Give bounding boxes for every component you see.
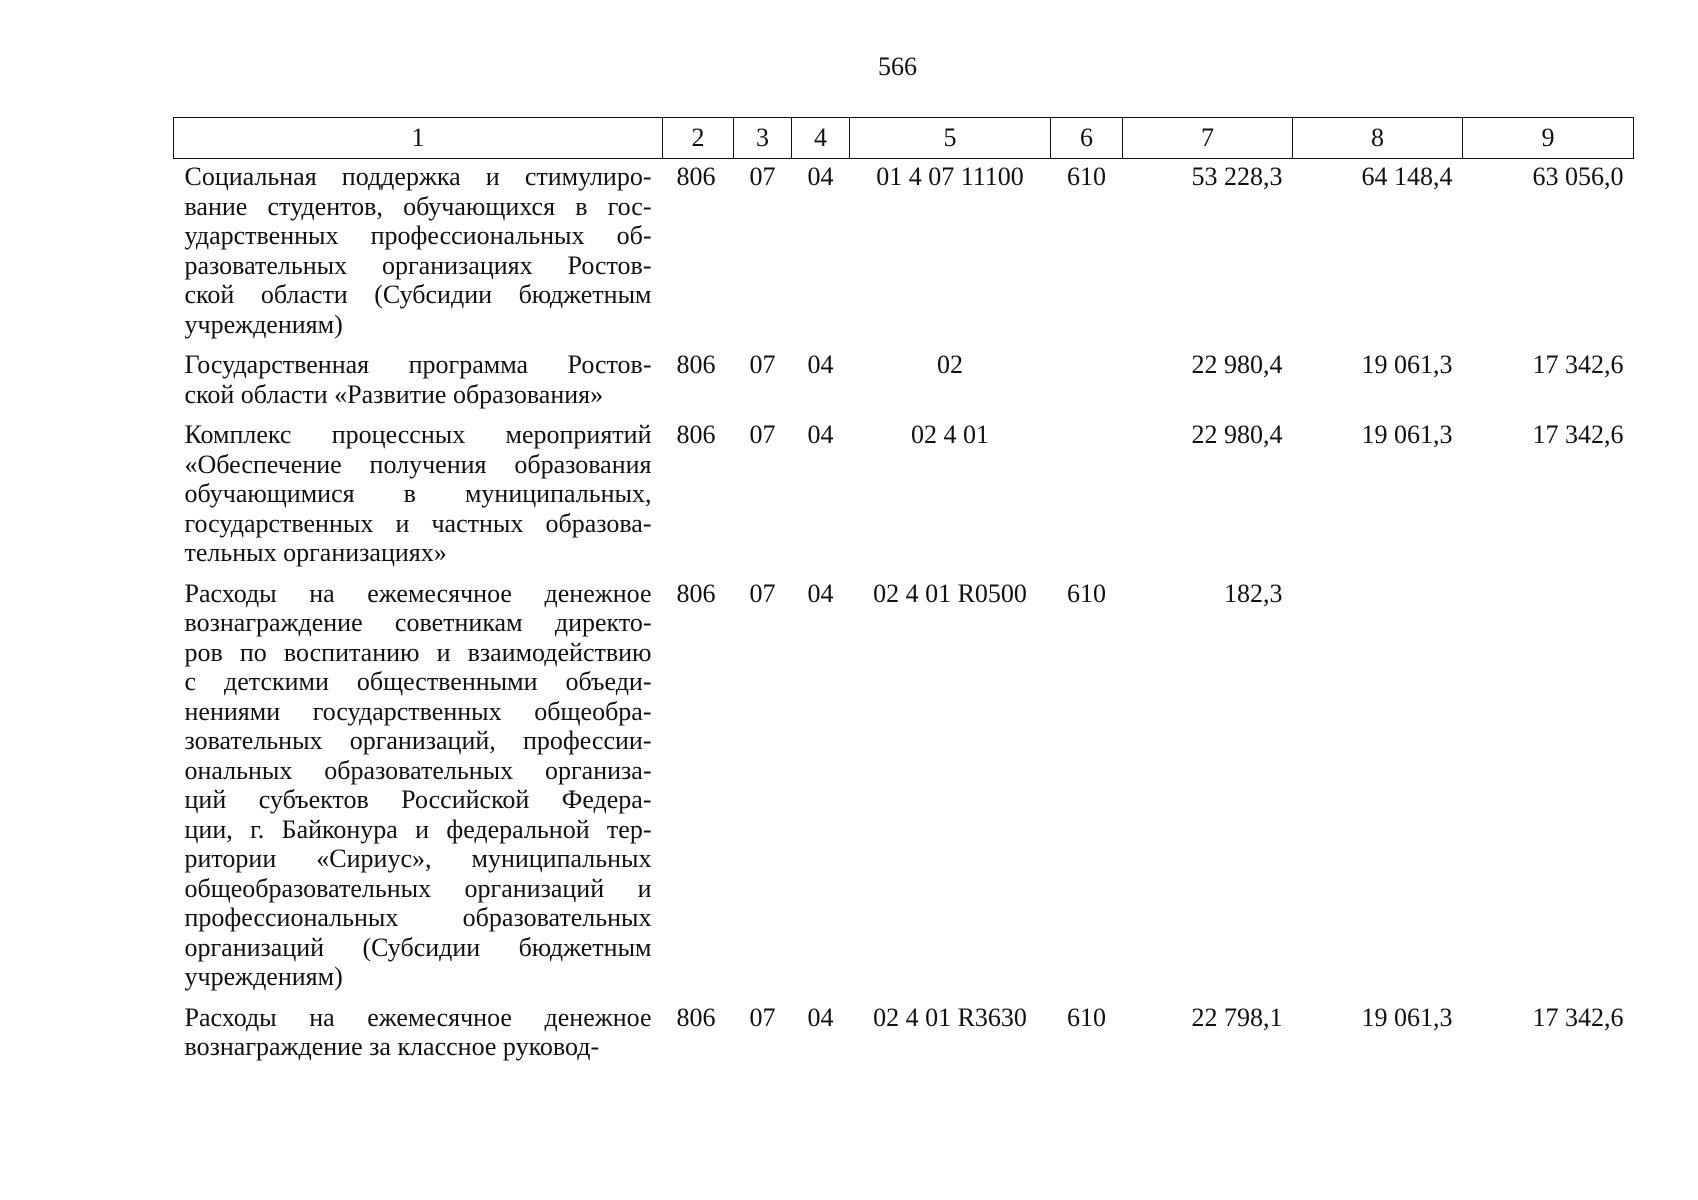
- name-line: обучающимися в муниципальных,: [184, 479, 652, 508]
- cell-amount-col7: 22 980,4: [1191, 350, 1283, 379]
- table-row: [174, 579, 1634, 1003]
- name-line: общеобразовательных организаций и: [184, 873, 652, 903]
- name-line: вознаграждение советникам директо-: [184, 608, 652, 637]
- name-line: зовательных организаций, профессии-: [184, 726, 652, 755]
- table-row: [174, 350, 1634, 420]
- name-line: ров по воспитанию и взаимодействию: [184, 637, 652, 667]
- cell-target-article: 02 4 01 R3630: [873, 1002, 1027, 1032]
- cell-amount-col9: 17 342,6: [1532, 1002, 1624, 1032]
- table-row: [174, 1003, 1634, 1073]
- cell-amount-col7: 22 798,1: [1191, 1002, 1283, 1032]
- cell-amount-col8: 19 061,3: [1361, 1002, 1453, 1032]
- cell-subsection: 04: [807, 578, 834, 608]
- header-col-2: 2: [663, 118, 734, 159]
- cell-target-article: 01 4 07 11100: [876, 162, 1024, 191]
- name-line: ской области «Развитие образования»: [184, 379, 604, 409]
- cell-target-article: 02: [937, 350, 963, 379]
- name-line: Комплекс процессных мероприятий: [184, 420, 652, 449]
- name-line: Расходы на ежемесячное денежное: [184, 578, 652, 608]
- cell-amount-col8: 19 061,3: [1361, 350, 1453, 379]
- name-line: ской области (Субсидии бюджетным: [184, 280, 652, 309]
- cell-ministry: 806: [676, 350, 716, 379]
- cell-target-article: 02 4 01 R0500: [873, 578, 1027, 608]
- cell-subsection: 04: [807, 1002, 834, 1032]
- cell-name: [174, 159, 663, 351]
- cell-amount-col9: 17 342,6: [1532, 420, 1624, 449]
- cell-amount-col9: 17 342,6: [1532, 350, 1624, 379]
- name-line: ции, г. Байконура и федеральной тер-: [184, 814, 652, 844]
- cell-name: [174, 1003, 663, 1073]
- cell-section: 07: [749, 420, 776, 449]
- cell-ministry: 806: [676, 1002, 716, 1032]
- header-col-3: 3: [734, 118, 792, 159]
- table-body: [174, 159, 1634, 1073]
- cell-expense-type: 610: [1067, 578, 1106, 608]
- cell-subsection: 04: [807, 162, 834, 191]
- name-line: Расходы на ежемесячное денежное: [184, 1002, 652, 1032]
- name-line: ударственных профессиональных об-: [184, 221, 652, 250]
- name-line: организаций (Субсидии бюджетным: [184, 932, 652, 962]
- cell-amount-col7: 22 980,4: [1191, 420, 1283, 449]
- name-line: тельных организациях»: [184, 538, 447, 567]
- name-line: вание студентов, обучающихся в гос-: [184, 191, 652, 221]
- header-col-8: 8: [1293, 118, 1463, 159]
- header-col-7: 7: [1123, 118, 1293, 159]
- name-line: ритории «Сириус», муниципальных: [184, 844, 652, 873]
- budget-table: [173, 117, 1634, 1073]
- cell-amount-col9: [1463, 579, 1634, 1003]
- cell-name: [174, 420, 663, 579]
- name-line: с детскими общественными объеди-: [184, 667, 652, 696]
- cell-amount-col8: 64 148,4: [1361, 162, 1453, 191]
- name-line: государственных и частных образова-: [184, 508, 652, 538]
- name-line: разовательных организациях Ростов-: [184, 250, 652, 280]
- cell-amount-col7: 182,3: [1224, 578, 1283, 608]
- cell-amount-col9: 63 056,0: [1532, 162, 1624, 191]
- header-col-1: 1: [174, 118, 663, 159]
- name-line: ональных образовательных организа-: [184, 755, 652, 785]
- cell-amount-col8: [1293, 579, 1463, 1003]
- cell-section: 07: [749, 162, 776, 191]
- cell-expense-type: 610: [1067, 1002, 1106, 1032]
- cell-target-article: 02 4 01: [911, 420, 989, 449]
- table-row: [174, 420, 1634, 579]
- name-line: ций субъектов Российской Федера-: [184, 785, 652, 814]
- cell-subsection: 04: [807, 350, 834, 379]
- cell-ministry: 806: [676, 420, 716, 449]
- name-line: вознаграждение за классное руковод-: [184, 1032, 600, 1061]
- cell-section: 07: [749, 578, 776, 608]
- cell-subsection: 04: [807, 420, 834, 449]
- table-row: [174, 159, 1634, 351]
- cell-section: 07: [749, 350, 776, 379]
- cell-ministry: 806: [676, 162, 716, 191]
- name-line: учреждениям): [184, 962, 343, 991]
- name-line: Социальная поддержка и стимулиро-: [184, 162, 652, 191]
- page-number: 566: [878, 52, 917, 81]
- cell-amount-col8: 19 061,3: [1361, 420, 1453, 449]
- header-row: [174, 118, 1634, 159]
- cell-amount-col7: 53 228,3: [1191, 162, 1283, 191]
- name-line: «Обеспечение получения образования: [184, 449, 652, 479]
- header-col-9: 9: [1463, 118, 1634, 159]
- cell-expense-type: 610: [1067, 162, 1106, 191]
- header-col-6: 6: [1051, 118, 1123, 159]
- cell-expense-type: [1051, 350, 1123, 420]
- header-col-5: 5: [850, 118, 1051, 159]
- cell-section: 07: [749, 1002, 776, 1032]
- table-header: [174, 118, 1634, 159]
- name-line: Государственная программа Ростов-: [184, 350, 652, 379]
- cell-ministry: 806: [676, 578, 716, 608]
- cell-expense-type: [1051, 420, 1123, 579]
- header-col-4: 4: [792, 118, 850, 159]
- name-line: профессиональных образовательных: [184, 903, 652, 932]
- name-line: учреждениям): [184, 309, 343, 339]
- cell-name: [174, 350, 663, 420]
- name-line: нениями государственных общеобра-: [184, 696, 652, 726]
- cell-name: [174, 579, 663, 1003]
